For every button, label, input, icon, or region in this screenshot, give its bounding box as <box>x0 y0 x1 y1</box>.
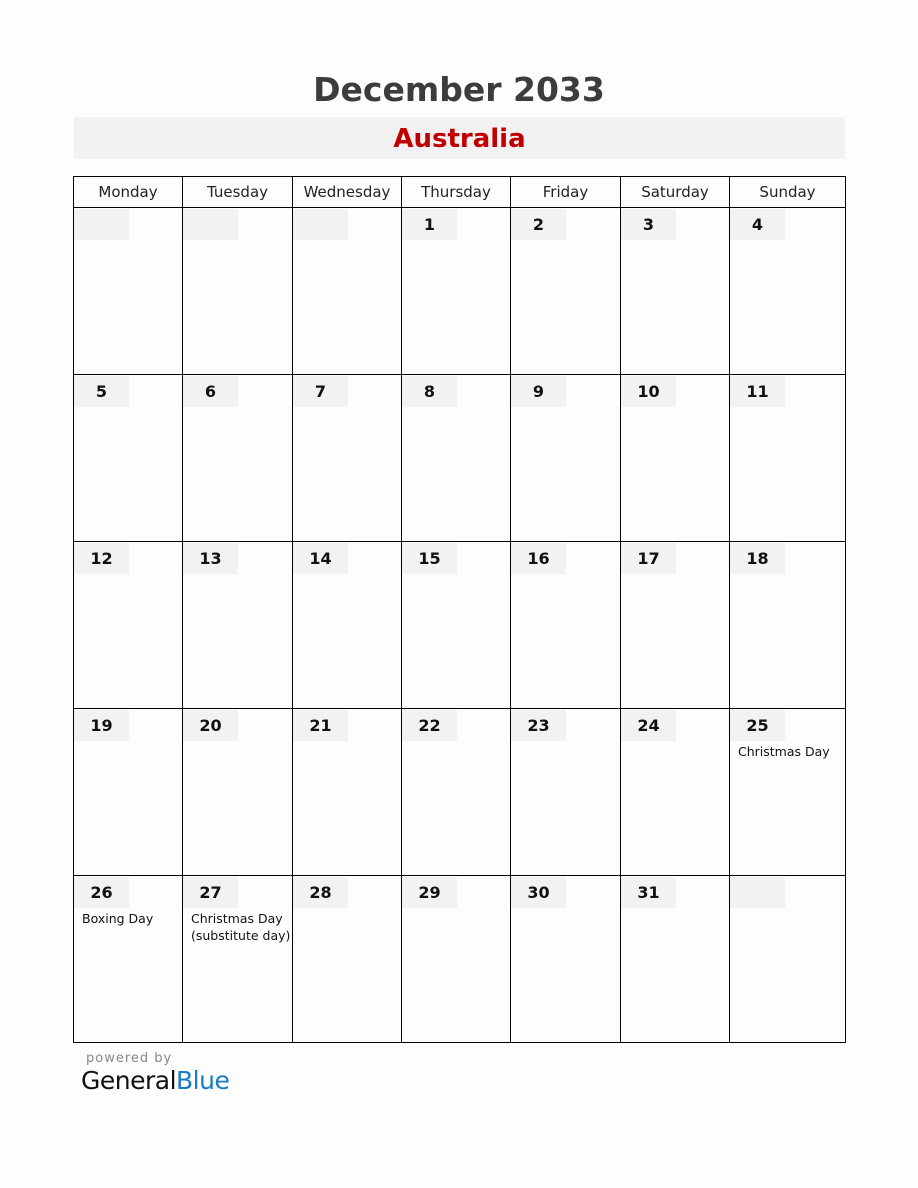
day-number: 28 <box>293 877 348 908</box>
day-cell[interactable] <box>511 208 621 375</box>
day-number: 31 <box>621 877 676 908</box>
day-number: 26 <box>74 877 129 908</box>
day-number: 23 <box>511 710 566 741</box>
day-number: 19 <box>74 710 129 741</box>
day-cell[interactable] <box>74 208 183 375</box>
weekday-header: Wednesday <box>293 177 402 208</box>
day-number: 29 <box>402 877 457 908</box>
day-number: 8 <box>402 376 457 407</box>
day-number: 4 <box>730 209 785 240</box>
day-number: 13 <box>183 543 238 574</box>
day-number: 14 <box>293 543 348 574</box>
weekday-header: Friday <box>511 177 621 208</box>
day-cell[interactable] <box>183 208 293 375</box>
day-number: 25 <box>730 710 785 741</box>
week-row <box>74 375 846 542</box>
day-cell[interactable] <box>511 709 621 876</box>
day-cell[interactable] <box>74 542 183 709</box>
day-number: 15 <box>402 543 457 574</box>
day-cell[interactable] <box>183 542 293 709</box>
day-cell[interactable] <box>730 542 846 709</box>
day-cell[interactable] <box>74 375 183 542</box>
day-cell[interactable] <box>293 208 402 375</box>
day-number: 12 <box>74 543 129 574</box>
day-number: 6 <box>183 376 238 407</box>
day-cell[interactable] <box>293 709 402 876</box>
week-row <box>74 876 846 1043</box>
day-number: 7 <box>293 376 348 407</box>
weekday-header: Tuesday <box>183 177 293 208</box>
holiday-label: Christmas Day <box>738 744 830 759</box>
weekday-header: Thursday <box>402 177 511 208</box>
day-number: 18 <box>730 543 785 574</box>
day-cell[interactable] <box>183 375 293 542</box>
day-number: 10 <box>621 376 676 407</box>
day-number: 1 <box>402 209 457 240</box>
weekday-header: Sunday <box>730 177 846 208</box>
holiday-label: Christmas Day (substitute day) <box>191 911 291 943</box>
day-number: 30 <box>511 877 566 908</box>
day-number: 16 <box>511 543 566 574</box>
day-cell[interactable] <box>74 876 183 1043</box>
day-cell[interactable] <box>621 208 730 375</box>
day-number: 17 <box>621 543 676 574</box>
day-cell[interactable] <box>402 709 511 876</box>
day-cell[interactable] <box>730 709 846 876</box>
generalblue-logo[interactable] <box>81 1066 229 1095</box>
day-cell[interactable] <box>511 375 621 542</box>
day-number: 22 <box>402 710 457 741</box>
day-cell[interactable] <box>511 542 621 709</box>
day-cell[interactable] <box>402 542 511 709</box>
day-cell[interactable] <box>730 208 846 375</box>
week-row <box>74 709 846 876</box>
day-cell[interactable] <box>621 542 730 709</box>
day-number: 24 <box>621 710 676 741</box>
day-cell[interactable] <box>293 876 402 1043</box>
weekday-header: Saturday <box>621 177 730 208</box>
week-row <box>74 208 846 375</box>
day-number <box>183 209 238 240</box>
day-cell[interactable] <box>730 876 846 1043</box>
day-number: 21 <box>293 710 348 741</box>
day-cell[interactable] <box>293 375 402 542</box>
logo-blue: Blue <box>176 1066 230 1095</box>
day-cell[interactable] <box>402 208 511 375</box>
logo-general: General <box>81 1066 177 1095</box>
day-number: 27 <box>183 877 238 908</box>
day-cell[interactable] <box>402 375 511 542</box>
day-number <box>74 209 129 240</box>
calendar-grid <box>73 176 846 1043</box>
day-number <box>293 209 348 240</box>
holiday-label: Boxing Day <box>82 911 154 926</box>
day-cell[interactable] <box>402 876 511 1043</box>
page-title: December 2033 <box>313 70 605 109</box>
day-cell[interactable] <box>511 876 621 1043</box>
day-cell[interactable] <box>621 709 730 876</box>
day-number: 9 <box>511 376 566 407</box>
day-cell[interactable] <box>183 709 293 876</box>
day-number: 11 <box>730 376 785 407</box>
day-cell[interactable] <box>730 375 846 542</box>
day-cell[interactable] <box>293 542 402 709</box>
day-number <box>730 877 785 908</box>
week-row <box>74 542 846 709</box>
powered-by-label: powered by <box>86 1051 173 1066</box>
day-number: 2 <box>511 209 566 240</box>
day-number: 5 <box>74 376 129 407</box>
day-number: 20 <box>183 710 238 741</box>
day-cell[interactable] <box>621 375 730 542</box>
day-cell[interactable] <box>183 876 293 1043</box>
day-cell[interactable] <box>621 876 730 1043</box>
day-number: 3 <box>621 209 676 240</box>
weekday-header: Monday <box>74 177 183 208</box>
day-cell[interactable] <box>74 709 183 876</box>
country-banner: Australia <box>74 117 845 159</box>
